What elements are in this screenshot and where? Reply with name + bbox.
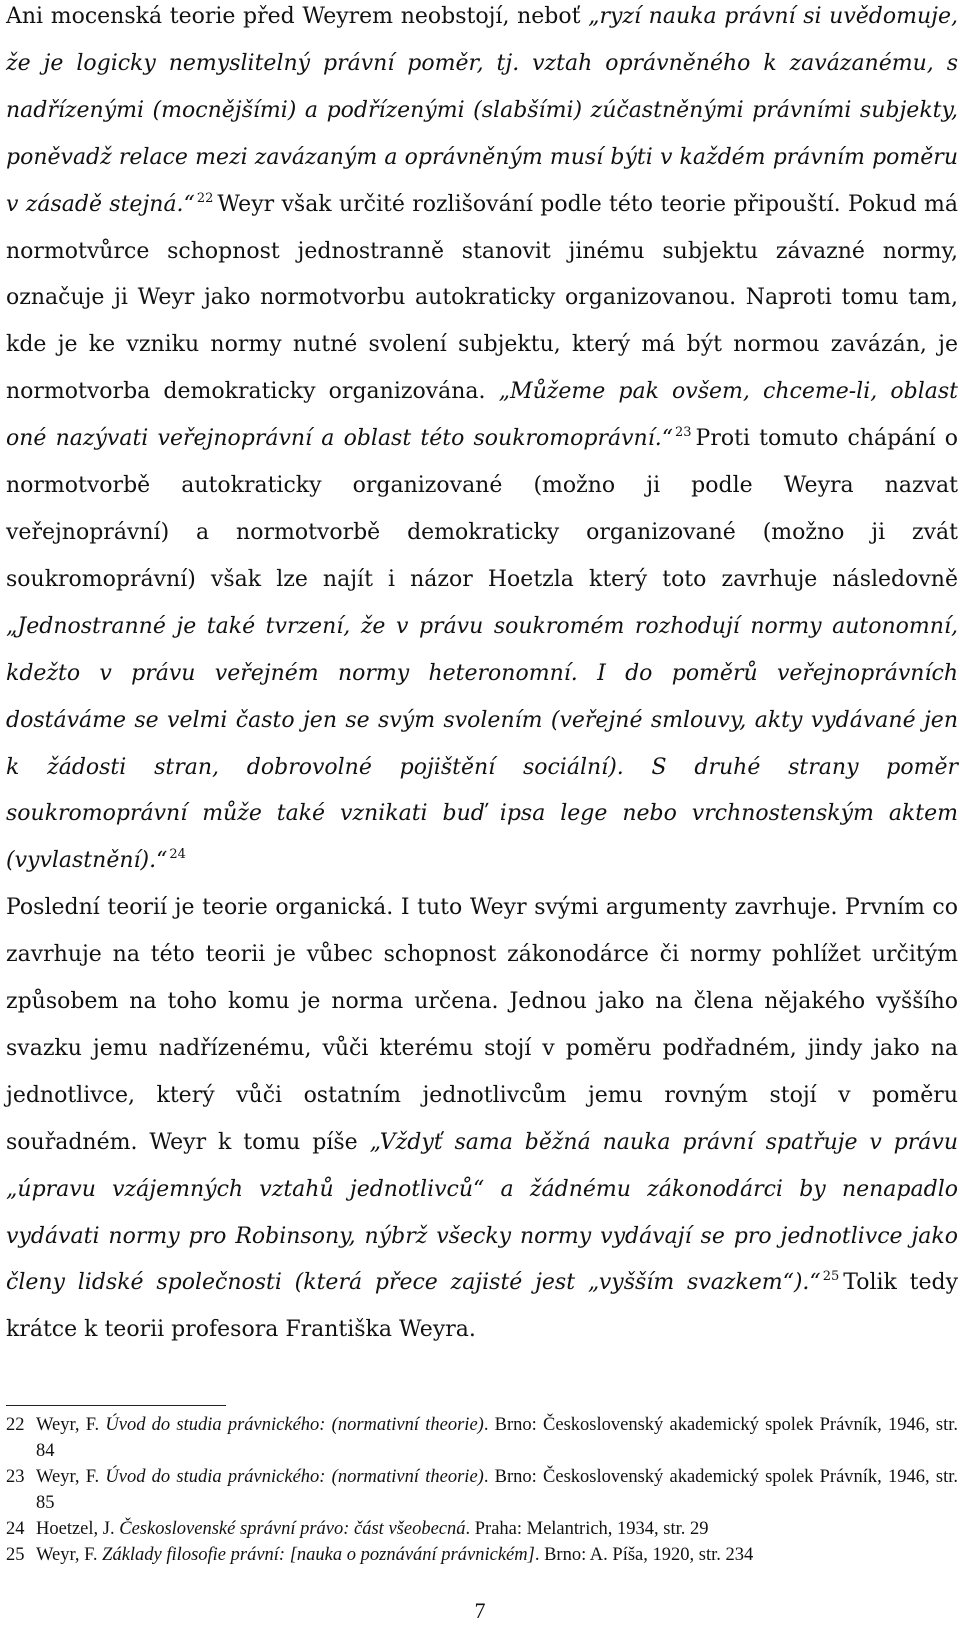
footnote-author: Hoetzel, J. [36,1519,120,1539]
footnote-number: 22 [6,1415,25,1435]
text-run: Proti tomuto chápání o normotvorbě autokraticky organizované (možno ji podle Weyra nazvat veřejnoprávní) a normotvorbě demokraticky organizované (možno ji zvát soukromoprávní) však lze najít i názor Hoetzla který toto zavrhuje následovně [6,426,958,592]
footnote-text [36,1412,958,1464]
footnote-25 [6,1542,958,1568]
text-run: Poslední teorií je teorie organická. I tuto Weyr svými argumenty zavrhuje. Prvním co zavrhuje na této teorii je vůbec schopnost zákonodárce či normy pohlížet určitým způsobem na toho komu je norma určena. Jednou jako na člena nějakého vyššího svazku jemu nadřízenému, vůči kterému stojí v poměru podřadném, jindy jako na jednotlivce, který vůči ostatním jednotlivcům jemu rovným stojí v poměru souřadném. Weyr k tomu píše [6,895,958,1155]
footnote-publisher: . Brno: Československý akademický spolek Právník, 1946, str. 84 [36,1415,958,1461]
footnote-title: Základy filosofie právní: [nauka o poznávání právnickém] [102,1545,535,1565]
text-run: Ani mocenská teorie před Weyrem neobstojí, neboť [6,4,589,29]
footnote-text [36,1464,958,1516]
footnote-ref-25[interactable]: 25 [822,1269,840,1285]
footnote-ref-23[interactable]: 23 [675,425,692,441]
quotation: „ryzí nauka právní si uvědomuje, že je logicky nemyslitelný právní poměr, tj. vztah oprávněného k zavázanému, s nadřízenými (mocnějšími) a podřízenými (slabšími) zúčastněnými právními subjekty, poněvadž relace mezi zavázaným a oprávněným musí býti v každém právním poměru v zásadě stejná.“ [6,4,958,217]
text-run: Tolik tedy krátce k teorii profesora Františka Weyra. [6,1270,958,1343]
footnote-number: 23 [6,1467,25,1487]
quotation: „Jednostranné je také tvrzení, že v právu soukromém rozhodují normy autonomní, kdežto v právu veřejném normy heteronomní. I do poměrů veřejnoprávních dostáváme se velmi často jen se svým svolením (veřejné smlouvy, akty vydávané jen k žádosti stran, dobrovolné pojištění sociální). S druhé strany poměr soukromoprávní může také vznikati buď ipsa lege nebo vrchnostenským aktem (vyvlastnění).“ [6,613,958,874]
footnote-ref-22[interactable]: 22 [196,190,214,206]
main-text [6,0,958,1354]
footnote-number: 24 [6,1519,25,1539]
quotation: „Vždyť sama běžná nauka právní spatřuje v právu „úpravu vzájemných vztahů jednotlivců“ a žádnému zákonodárci by nenapadlo vydávati normy pro Robinsony, nýbrž všecky normy vydávají se pro jednotlivce jako členy lidské společnosti (která přece zajisté jest „vyšším svazkem“).“ [6,1129,958,1296]
footnote-number: 25 [6,1545,25,1565]
footnote-23 [6,1464,958,1516]
footnotes [6,1412,958,1568]
footnote-ref-24[interactable]: 24 [169,847,186,863]
footnote-title: Úvod do studia právnického: (normativní theorie) [105,1467,484,1487]
footnote-publisher: . Brno: Československý akademický spolek Právník, 1946, str. 85 [36,1467,958,1513]
footnote-author: Weyr, F. [36,1415,106,1435]
footnote-text [36,1542,958,1568]
footnote-title: Československé správní právo: část všeobecná [119,1519,466,1539]
footnote-title: Úvod do studia právnického: (normativní theorie) [105,1415,484,1435]
paragraph-2 [6,885,958,1354]
quotation: „Můžeme pak ovšem, chceme-li, oblast oné nazývati veřejnoprávní a oblast této soukromoprávní.“ [6,379,959,452]
text-run: Weyr však určité rozlišování podle této teorie připouští. Pokud má normotvůrce schopnost jednostranně stanovit jinému subjektu závazné normy, označuje ji Weyr jako normotvorbu autokraticky organizovanou. Naproti tomu tam, kde je ke vzniku normy nutné svolení subjektu, který má být normou zavázán, je normotvorba demokraticky organizována. [6,191,958,405]
footnote-author: Weyr, F. [36,1467,106,1487]
footnote-text [36,1516,958,1542]
footnote-22 [6,1412,958,1464]
page-number: 7 [474,1598,486,1623]
footnote-separator [6,1405,226,1406]
footnote-publisher: . Brno: A. Píša, 1920, str. 234 [534,1545,754,1565]
footnote-publisher: . Praha: Melantrich, 1934, str. 29 [465,1519,709,1539]
footnote-author: Weyr, F. [36,1545,103,1565]
paragraph-1 [6,0,958,885]
footnote-24 [6,1516,958,1542]
